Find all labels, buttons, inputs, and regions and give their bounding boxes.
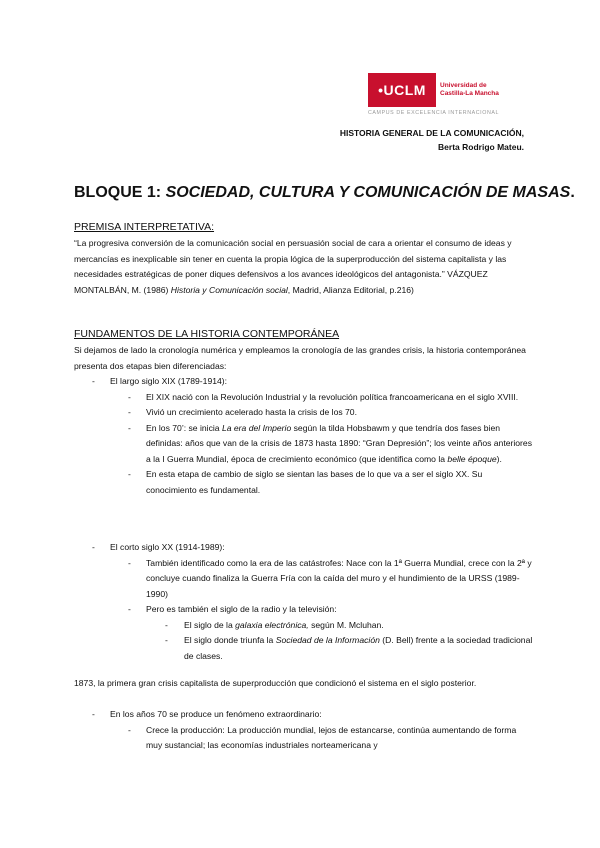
premisa-heading: PREMISA INTERPRETATIVA: [74, 221, 215, 233]
list-item: - Crece la producción: La producción mundial, lejos de estancarse, continúa aumentando de forma muy sustancial; las economías industriales norteamericana y [128, 724, 517, 750]
page-title: BLOQUE 1: SOCIEDAD, CULTURA Y COMUNICACIÓN DE MASAS. [74, 184, 575, 201]
fundamentos-intro: Si dejamos de lado la cronología numérica y empleamos la cronología de las grandes crisis, la historia contemporánea presenta dos etapas bien diferenciadas: [74, 345, 526, 371]
list-item: - El largo siglo XIX (1789-1914): [92, 376, 228, 386]
list-item: - En esta etapa de cambio de siglo se sientan las bases de lo que va a ser el siglo XX. Su conocimiento es fundamental. [128, 469, 483, 495]
list-item: - En los 70’: se inicia La era del Imperio según la tilda Hobsbawm y que tendría dos fases bien definidas: años que van de la crisis de 1873 hasta 1890: “Gran Depresión”; los veinte años anteriores a la I Guerra Mundial, época de crecimiento económico (que identifica como la belle époque). [128, 422, 532, 464]
corto-siglo-list [74, 540, 534, 664]
list-item: - El XIX nació con la Revolución Industrial y la revolución política francoamericana en el siglo XVIII. [128, 391, 519, 402]
course-name: HISTORIA GENERAL DE LA COMUNICACIÓN, [339, 128, 524, 138]
campus-tagline: CAMPUS DE EXCELENCIA INTERNACIONAL [368, 110, 500, 116]
crisis-intro: 1873, la primera gran crisis capitalista de superproducción que condicionó el sistema en el siglo posterior. [74, 678, 477, 688]
document-header [340, 126, 524, 154]
uclm-logo [368, 73, 520, 121]
list-item: - En los años 70 se produce un fenómeno extraordinario: [92, 709, 322, 719]
list-item: - El siglo donde triunfa la Sociedad de la Información (D. Bell) frente a la sociedad tradicional de clases. [165, 635, 533, 661]
list-item: - También identificado como la era de las catástrofes: Nace con la 1ª Guerra Mundial, crece con la 2ª y concluye cuando finaliza la Guerra Fría con la caída del muro y el hundimiento de la URSS (1989-1990) [128, 557, 532, 599]
list-item: - El siglo de la galaxia electrónica, según M. Mcluhan. [165, 619, 384, 630]
list-item: - Pero es también el siglo de la radio y la televisión: [128, 604, 337, 614]
largo-siglo-list [74, 374, 534, 498]
university-name: Universidad de Castilla-La Mancha [440, 82, 499, 97]
premisa-quote: “La progresiva conversión de la comunicación social en persuasión social de cara a orientar el consumo de ideas y mercancías es inexplicable sin tener en cuenta la propia lógica de la superproducción del sistema capitalista y las necesidades estratégicas de poner diques defensivos a los avances ideológicos del antagonista.” VÁZQUEZ MONTALBÁN, M. (1986) Historia y Comunicación social, Madrid, Alianza Editorial, p.216) [74, 238, 512, 295]
author-name: Berta Rodrigo Mateu. [438, 142, 524, 152]
crisis-list [74, 707, 534, 754]
fundamentos-heading: FUNDAMENTOS DE LA HISTORIA CONTEMPORÁNEA [74, 328, 340, 340]
uclm-logo-mark: •UCLM [368, 73, 436, 107]
list-item: - Vivió un crecimiento acelerado hasta la crisis de los 70. [128, 407, 357, 417]
list-item: - El corto siglo XX (1914-1989): [92, 542, 225, 552]
